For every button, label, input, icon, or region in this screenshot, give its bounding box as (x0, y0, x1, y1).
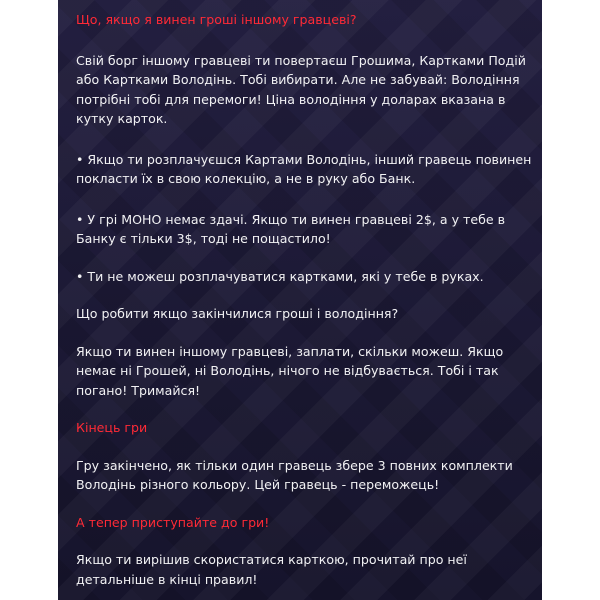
paragraph-card-details: Якщо ти вирішив скористатися карткою, прочитай про неї детальніше в кінці правил! (76, 552, 467, 587)
heading-start-game: А тепер приступайте до гри! (76, 514, 270, 530)
bullet-no-change: • У грі МОНО немає здачі. Якщо ти винен гравцеві 2$, а у тебе в Банку є тільки 3$, тоді не пощастило! (76, 211, 506, 246)
bullet-property-payment: • Якщо ти розплачуєшся Картами Володінь, інший гравець повинен покласти їх в свою колекцію, а не в руку або Банк. (76, 151, 532, 186)
bullet-no-hand-cards: • Ти не можеш розплачуватися картками, які у тебе в руках. (76, 268, 484, 284)
heading-debt: Що, якщо я винен гроші іншому гравцеві? (76, 12, 357, 27)
heading-game-end: Кінець гри (76, 420, 148, 435)
paragraph-debt-payment: Свій борг іншому гравцеві ти повертаєш Грошима, Картками Подій або Картками Володінь. Тобі вибирати. Але не забувай: Володіння потрібні тобі для перемоги! Ціна володіння у доларах вказана в кутку карток. (76, 52, 526, 126)
rules-text (76, 10, 534, 589)
question-out-of-money: Що робити якщо закінчилися гроші і володіння? (76, 306, 399, 321)
rules-page (58, 0, 542, 600)
paragraph-winner: Гру закінчено, як тільки один гравець збере 3 повних комплекти Володінь різного кольору. Цей гравець - переможець! (76, 457, 513, 492)
paragraph-pay-what-you-can: Якщо ти винен іншому гравцеві, заплати, скільки можеш. Якщо немає ні Грошей, ні Володінь, нічого не відбувається. Тобі і так погано! Тримайся! (76, 343, 504, 398)
